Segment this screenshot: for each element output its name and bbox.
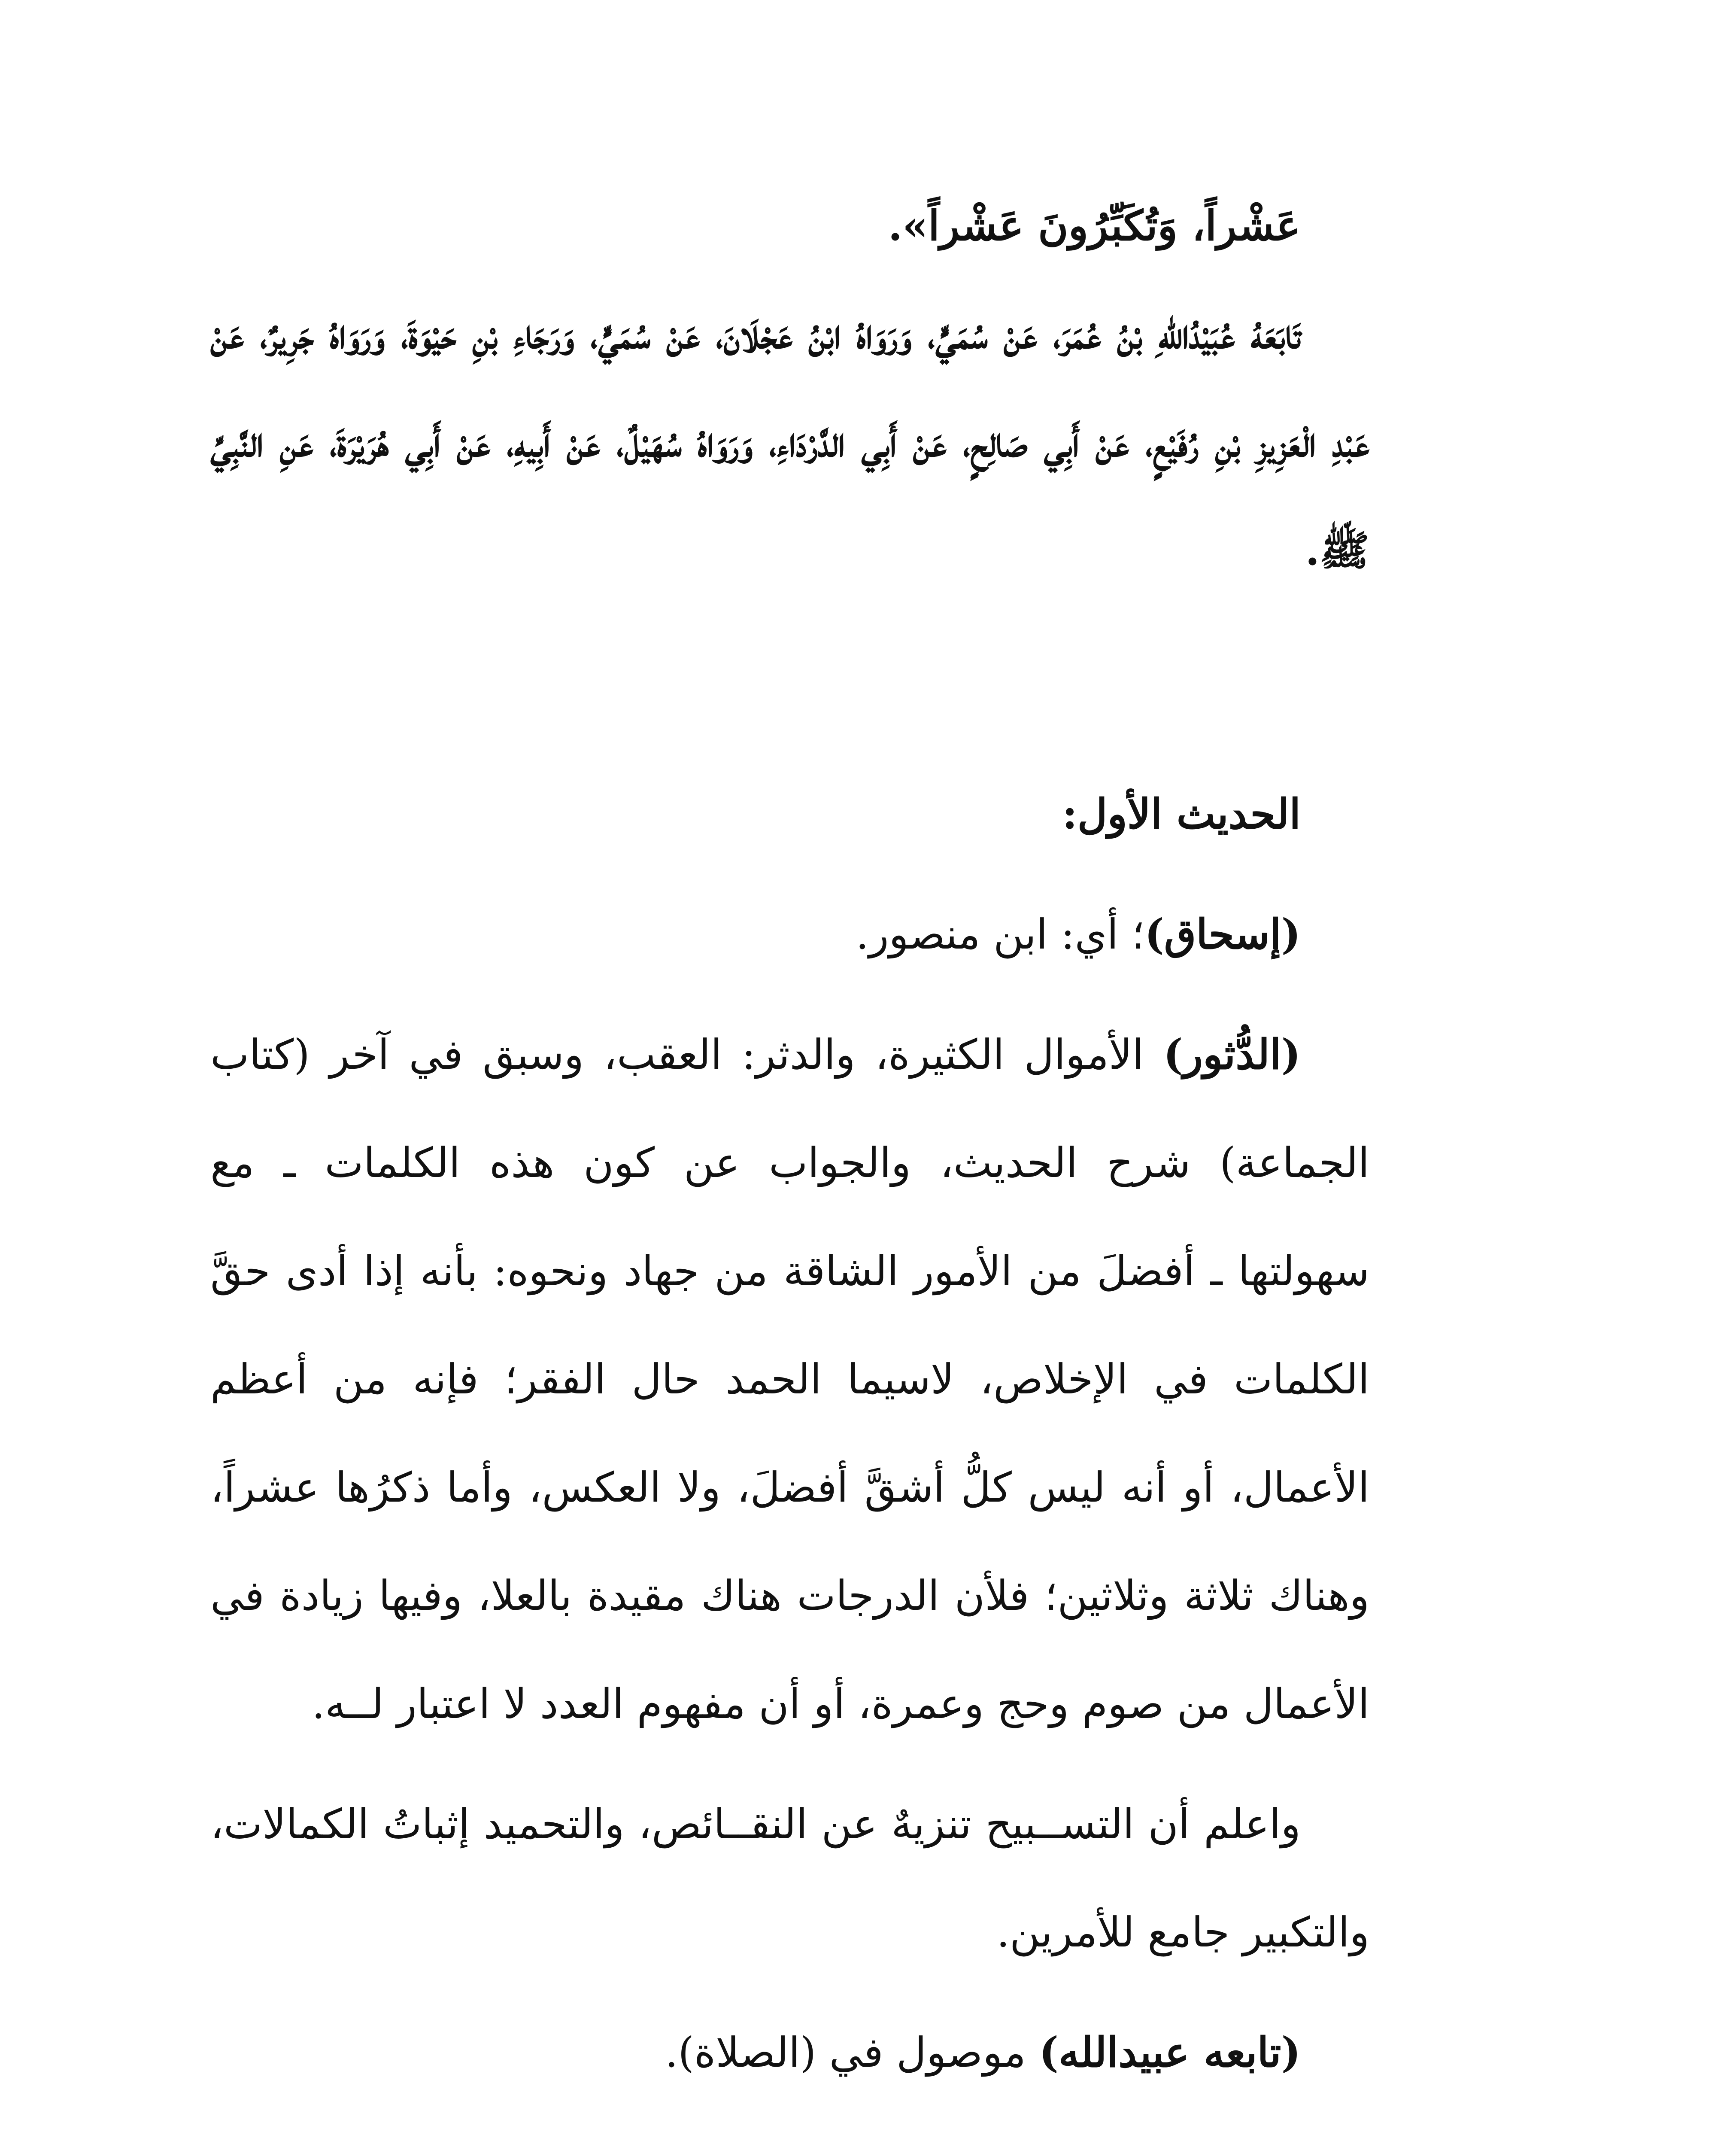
commentary-paragraph-tabaahu [210,1998,1369,2107]
hadith-text [210,172,1369,605]
commentary-paragraph-ajlan [210,2119,1369,2147]
section-heading: الحديث الأول: [1062,790,1301,838]
explanation-duthur: الأموال الكثيرة، والدثر: العقب، وسبق في آخر (كتاب الجماعة) شرح الحديث، والجواب عن كون هذه الكلمات ـ مع سهولتها ـ أفضلَ من الأمور الشاقة من جهاد ونحوه: بأنه إذا أدى حقَّ الكلمات في الإخلاص، لاسيما الحمد حال الفقر؛ فإنه من أعظم الأعمال، أو أنه ليس كلُّ أشقَّ أفضلَ، ولا العكس، وأما ذكرُها عشراً، وهناك ثلاثة وثلاثين؛ فلأن الدرجات هناك مقيدة بالعلا، وفيها زيادة في الأعمال من صوم وحج وعمرة، أو أن مفهوم العدد لا اعتبار لــه. [210,1031,1369,1728]
hadith-ending-line: عَشْراً، وَتُكَبِّرُونَ عَشْراً». [888,201,1301,250]
term-ishaq: (إسحاق) [1144,910,1301,958]
explanation-tabaahu: موصول في (الصلاة). [665,2028,1039,2077]
term-tabaahu: (تابعه عبيدالله) [1039,2028,1301,2077]
commentary-paragraph-duthur [210,1001,1369,1758]
hadith-chain-paragraph: تَابَعَهُ عُبَيْدُاللهِ بْنُ عُمَرَ، عَنْ سُمَيٍّ، وَرَوَاهُ ابْنُ عَجْلَانَ، عَنْ سُمَيٍّ، وَرَجَاءِ بْنِ حَيْوَةَ، وَرَوَاهُ جَرِيرٌ، عَنْ عَبْدِ الْعَزِيزِ بْنِ رُفَيْعٍ، عَنْ أَبِي صَالِحٍ، عَنْ أَبِي الدَّرْدَاءِ، وَرَوَاهُ سُهَيْلٌ، عَنْ أَبِيهِ، عَنْ أَبِي هُرَيْرَةَ، عَنِ النَّبِيِّ ﷺ. [210,310,1369,575]
commentary-text [210,760,1369,2147]
commentary-paragraph-ishaq [210,880,1369,988]
term-duthur: (الدُّثور) [1163,1030,1301,1079]
commentary-paragraph-tasbih: واعلم أن التســبيح تنزيهٌ عن النقــائص، والتحميد إثباتُ الكمالات، والتكبير جامع للأمرين. [210,1800,1369,1956]
explanation-ishaq: ؛ أي: ابن منصور. [856,910,1145,958]
